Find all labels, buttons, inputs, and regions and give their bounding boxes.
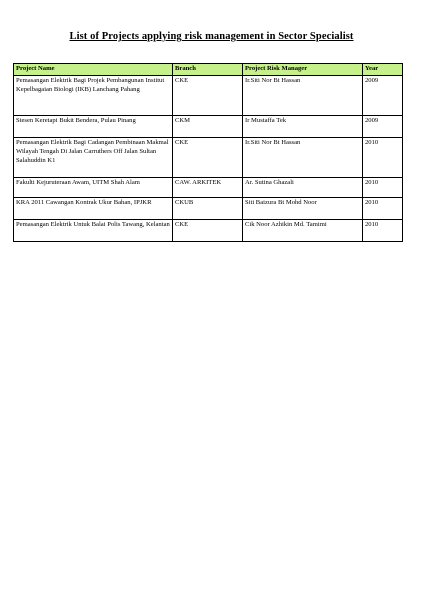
cell-year: 2010 [363, 138, 403, 178]
cell-project-name: Fakulti Kejuruteraan Awam, UITM Shah Alam [14, 178, 173, 198]
table-header-row [14, 64, 403, 76]
header-year: Year [363, 64, 403, 76]
cell-risk-manager: Ir.Siti Nor Bt Hassan [243, 138, 363, 178]
cell-branch: CKUB [173, 198, 243, 220]
cell-risk-manager: Cik Noor Azhikin Md. Tamimi [243, 220, 363, 242]
table-row [14, 220, 403, 242]
table-row [14, 138, 403, 178]
table-row [14, 76, 403, 116]
header-project-risk-manager: Project Risk Manager [243, 64, 363, 76]
cell-risk-manager: Ar. Sutina Ghazali [243, 178, 363, 198]
header-project-name: Project Name [14, 64, 173, 76]
cell-risk-manager: Ir Mustaffa Tek [243, 116, 363, 138]
cell-risk-manager: Ir.Siti Nor Bt Hassan [243, 76, 363, 116]
cell-branch: CKE [173, 220, 243, 242]
cell-branch: CKM [173, 116, 243, 138]
cell-branch: CKE [173, 138, 243, 178]
cell-branch: CAW. ARKITEK [173, 178, 243, 198]
cell-year: 2010 [363, 178, 403, 198]
cell-project-name: Stesen Keretapi Bukit Bendera, Pulau Pinang [14, 116, 173, 138]
table-row [14, 116, 403, 138]
cell-branch: CKE [173, 76, 243, 116]
projects-table [13, 63, 403, 242]
cell-project-name: Pemasangan Elektrik Bagi Projek Pembangunan Institut Kepelbagaian Biologi (IKB) Lanchang Pahang [14, 76, 173, 116]
cell-year: 2009 [363, 76, 403, 116]
cell-year: 2010 [363, 220, 403, 242]
cell-year: 2010 [363, 198, 403, 220]
cell-risk-manager: Siti Baizura Bt Mohd Noor [243, 198, 363, 220]
cell-project-name: KRA 2011 Cawangan Kontrak Ukur Bahan, IPJKR [14, 198, 173, 220]
cell-year: 2009 [363, 116, 403, 138]
page-title: List of Projects applying risk management in Sector Specialist [69, 31, 354, 42]
cell-project-name: Pemasangan Elektrik Bagi Cadangan Pembinaan Makmal Wilayah Tengah Di Jalan Carruthers Off Jalan Sultan Salahuddin K1 [14, 138, 173, 178]
table-row [14, 198, 403, 220]
table-row [14, 178, 403, 198]
header-branch: Branch [173, 64, 243, 76]
cell-project-name: Pemasangan Elektrik Untuk Balai Polis Tawang, Kelantan [14, 220, 173, 242]
